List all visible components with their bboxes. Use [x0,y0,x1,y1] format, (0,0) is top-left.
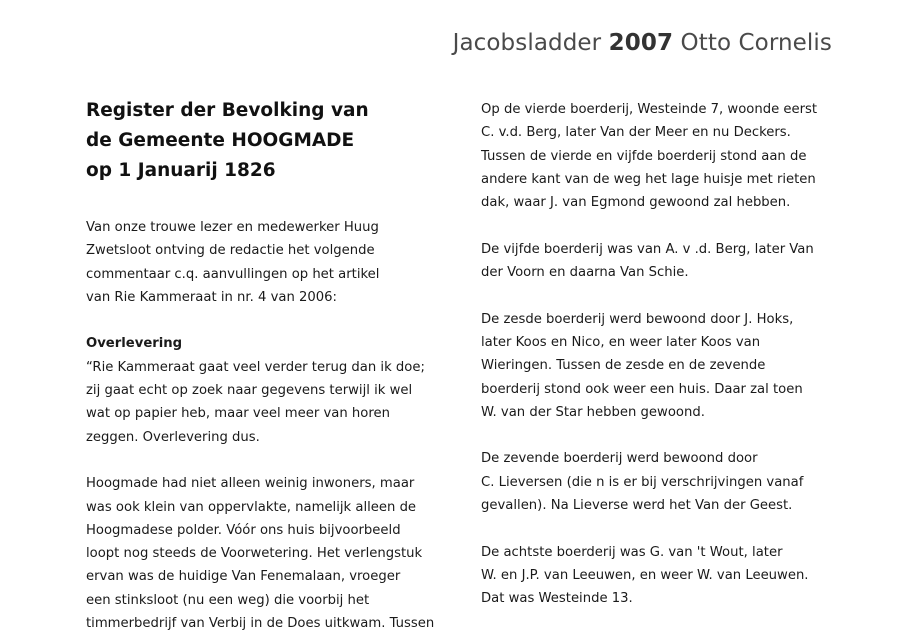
text-line: ervan was de huidige Van Fenemalaan, vroeger [86,569,401,585]
intro-paragraph [86,216,444,309]
text-line: Hoogmadese polder. Vóór ons huis bijvoorbeeld [86,522,401,538]
text-line: “Rie Kammeraat gaat veel verder terug dan ik doe; [86,359,425,375]
text-line: later Koos en Nico, en weer later Koos van [481,334,761,350]
farm-six-paragraph [481,308,841,424]
text-line: Tussen de vierde en vijfde boerderij stond aan de [481,148,807,164]
text-line: De vijfde boerderij was van A. v .d. Berg, later Van [481,241,814,257]
quote-paragraph [86,356,444,449]
text-line: boerderij stond ook weer een huis. Daar zal toen [481,381,803,397]
farm-eight-paragraph [481,541,841,611]
text-line: W. en J.P. van Leeuwen, en weer W. van Leeuwen. [481,567,809,583]
farm-four-paragraph [481,98,841,214]
text-line: dak, waar J. van Egmond gewoond zal hebben. [481,195,791,211]
title-line: Register der Bevolking van [86,100,369,121]
text-line: was ook klein van oppervlakte, namelijk alleen de [86,499,417,515]
text-line: De zevende boerderij werd bewoond door [481,451,758,467]
farm-seven-paragraph [481,447,841,517]
section-subheading: Overlevering [86,336,183,352]
text-line: zeggen. Overlevering dus. [86,429,260,445]
left-column [86,216,444,635]
right-column [481,98,841,611]
text-line: C. Lieversen (die n is er bij verschrijvingen vanaf [481,474,804,490]
text-line: loopt nog steeds de Voorwetering. Het verlengstuk [86,546,423,562]
text-line: W. van der Star hebben gewoond. [481,404,705,420]
text-line: Hoogmade had niet alleen weinig inwoners, maar [86,476,415,492]
paragraph-gap [481,214,841,237]
text-line: Zwetsloot ontving de redactie het volgende [86,243,375,259]
text-line: Dat was Westeinde 13. [481,591,633,607]
header-prefix: Jacobsladder [452,30,602,56]
paragraph-gap [481,284,841,307]
text-line: commentaar c.q. aanvullingen op het artikel [86,266,380,282]
header-author: Otto Cornelis [680,30,832,56]
paragraph-gap [86,449,444,472]
text-line: De achtste boerderij was G. van 't Wout, later [481,544,783,560]
text-line: wat op papier heb, maar veel meer van horen [86,406,390,422]
text-line: Wieringen. Tussen de zesde en de zevende [481,358,766,374]
paragraph-gap [86,309,444,332]
running-header [453,30,832,56]
text-line: andere kant van de weg het lage huisje met rieten [481,171,816,187]
paragraph-gap [481,424,841,447]
paragraph-gap [481,517,841,540]
text-line: der Voorn en daarna Van Schie. [481,265,689,281]
text-line: De zesde boerderij werd bewoond door J. Hoks, [481,311,794,327]
text-line: Van onze trouwe lezer en medewerker Huug [86,220,379,235]
title-line: op 1 Januarij 1826 [86,160,276,181]
farm-five-paragraph [481,238,841,285]
header-year: 2007 [608,30,674,56]
hoogmade-paragraph [86,472,444,635]
text-line: C. v.d. Berg, later Van der Meer en nu Deckers. [481,125,791,141]
text-line: gevallen). Na Lieverse werd het Van der Geest. [481,498,793,514]
text-line: een stinksloot (nu een weg) die voorbij het [86,592,370,608]
text-line: zij gaat echt op zoek naar gegevens terwijl ik wel [86,383,413,399]
article-title [86,96,416,186]
title-line: de Gemeente HOOGMADE [86,130,355,151]
text-line: timmerbedrijf van Verbij in de Does uitkwam. Tussen [86,616,435,632]
text-line: van Rie Kammeraat in nr. 4 van 2006: [86,289,338,305]
text-line: Op de vierde boerderij, Westeinde 7, woonde eerst [481,102,818,117]
